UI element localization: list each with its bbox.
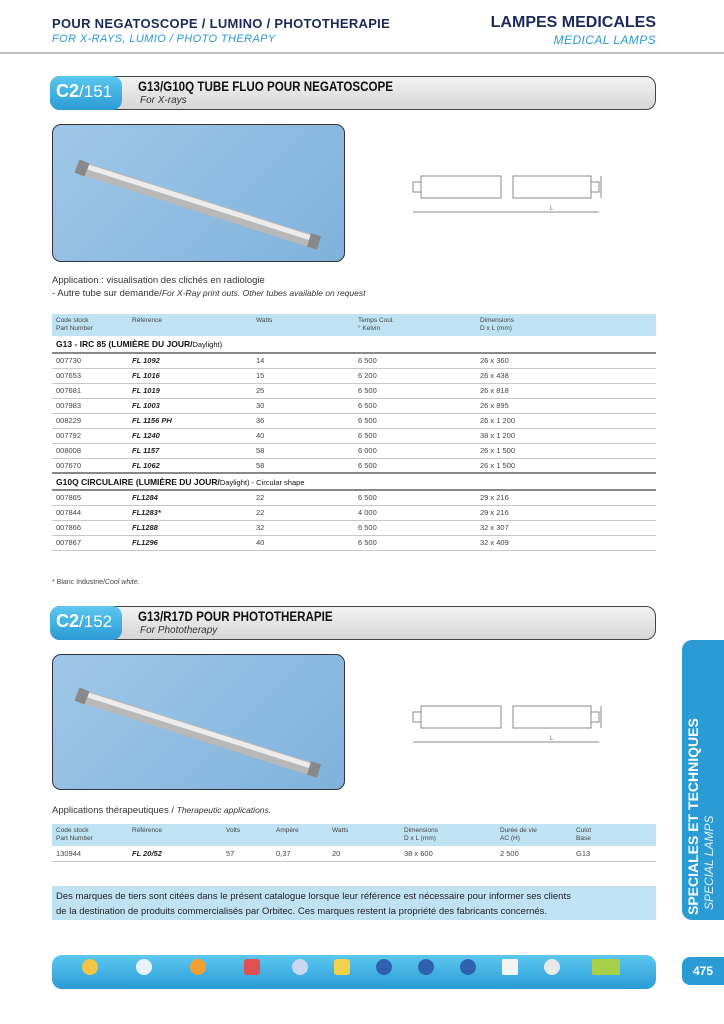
col-temp: Temps Coul. ° Kelvin bbox=[354, 314, 476, 336]
cell-volts: 57 bbox=[222, 846, 272, 861]
col-ref: Référence bbox=[128, 314, 252, 336]
cell-watts: 22 bbox=[252, 505, 354, 520]
side-tab-subtitle: SPECIAL LAMPS bbox=[702, 815, 716, 910]
cell-base: G13 bbox=[572, 846, 656, 861]
side-category-tab bbox=[682, 640, 724, 920]
cell-dim: 26 x 895 bbox=[476, 398, 656, 413]
cell-temp: 6 500 bbox=[354, 398, 476, 413]
icon-10 bbox=[488, 959, 532, 977]
section2-table-header bbox=[52, 824, 656, 846]
section2-application-note: Applications thérapeutiques / Therapeutic applications. bbox=[52, 805, 272, 816]
cell-code: 007792 bbox=[52, 428, 128, 443]
cell-dim: 38 x 600 bbox=[400, 846, 496, 861]
icon-4 bbox=[230, 959, 274, 977]
cell-ref: FL 1019 bbox=[128, 383, 252, 398]
cell-dim: 32 x 307 bbox=[476, 520, 656, 535]
section1-code: C2 bbox=[56, 81, 80, 101]
cell-ref: FL 1016 bbox=[128, 368, 252, 383]
table-row bbox=[52, 413, 656, 428]
icon-6 bbox=[320, 959, 364, 977]
section1-other-tubes-note bbox=[52, 288, 365, 299]
section1-title: G13/G10Q TUBE FLUO POUR NEGATOSCOPE bbox=[138, 79, 394, 94]
cell-temp: 6 500 bbox=[354, 353, 476, 368]
section2-title: G13/R17D POUR PHOTOTHERAPIE bbox=[138, 609, 333, 624]
col-ampere: Ampère bbox=[272, 824, 328, 846]
svg-text:L: L bbox=[550, 206, 554, 212]
cell-code: 130944 bbox=[52, 846, 128, 861]
cell-code: 008229 bbox=[52, 413, 128, 428]
section2-dimension-diagram bbox=[405, 692, 605, 752]
icon-7 bbox=[362, 959, 406, 977]
cell-temp: 6 500 bbox=[354, 458, 476, 473]
icon-9 bbox=[446, 959, 490, 977]
table-row bbox=[52, 398, 656, 413]
cell-watts: 25 bbox=[252, 383, 354, 398]
section2-subtitle: For Phototherapy bbox=[140, 625, 218, 636]
cell-ref: FL 1092 bbox=[128, 353, 252, 368]
col-watts: Watts bbox=[252, 314, 354, 336]
side-tab-title: SPECIALES ET TECHNIQUES bbox=[685, 718, 701, 915]
cell-ref: FL 1003 bbox=[128, 398, 252, 413]
cell-watts: 20 bbox=[328, 846, 400, 861]
cell-watts: 15 bbox=[252, 368, 354, 383]
col-dim: Dimensions D x L (mm) bbox=[400, 824, 496, 846]
table-row bbox=[52, 428, 656, 443]
section2-tube-photo bbox=[52, 654, 345, 790]
section1-application-note: Application : visualisation des clichés en radiologie bbox=[52, 275, 265, 286]
section1-note-fr: - Autre tube sur demande/ bbox=[52, 288, 162, 299]
cell-watts: 58 bbox=[252, 443, 354, 458]
cell-code: 007983 bbox=[52, 398, 128, 413]
section1-badge bbox=[50, 76, 122, 110]
cell-temp: 6 500 bbox=[354, 383, 476, 398]
col-dim: Dimensions D x L (mm) bbox=[476, 314, 656, 336]
cell-dim: 29 x 216 bbox=[476, 490, 656, 505]
icon-8 bbox=[404, 959, 448, 977]
section1-number: /151 bbox=[79, 82, 113, 101]
cell-ref: FL1296 bbox=[128, 535, 252, 550]
table-row bbox=[52, 443, 656, 458]
table-row bbox=[52, 458, 656, 473]
cell-ref: FL 1240 bbox=[128, 428, 252, 443]
cell-watts: 58 bbox=[252, 458, 354, 473]
icon-12 bbox=[582, 959, 630, 977]
cell-dim: 26 x 438 bbox=[476, 368, 656, 383]
cell-temp: 6 200 bbox=[354, 368, 476, 383]
cell-ref: FL 1157 bbox=[128, 443, 252, 458]
col-base: Culot Base bbox=[572, 824, 656, 846]
cell-temp: 6 500 bbox=[354, 490, 476, 505]
cell-temp: 6 500 bbox=[354, 520, 476, 535]
header-left-subtitle: FOR X-RAYS, LUMIO / PHOTO THERAPY bbox=[52, 33, 276, 45]
icon-1 bbox=[68, 959, 112, 977]
section2-number: /152 bbox=[79, 612, 113, 631]
certification-icon-bar bbox=[52, 955, 656, 989]
cell-ref: FL 1156 PH bbox=[128, 413, 252, 428]
col-volts: Volts bbox=[222, 824, 272, 846]
cell-dim: 29 x 216 bbox=[476, 505, 656, 520]
cell-ref: FL 1062 bbox=[128, 458, 252, 473]
group-g13: G13 - IRC 85 (LUMIÈRE DU JOUR/Daylight) bbox=[52, 336, 656, 353]
page-number: 475 bbox=[682, 957, 724, 985]
cell-dim: 26 x 1 200 bbox=[476, 413, 656, 428]
header-right-subtitle: MEDICAL LAMPS bbox=[553, 33, 656, 47]
section1-subtitle: For X-rays bbox=[140, 95, 187, 106]
section1-table-header bbox=[52, 314, 656, 336]
cell-dim: 26 x 818 bbox=[476, 383, 656, 398]
cell-ref: FL1283* bbox=[128, 505, 252, 520]
table-row bbox=[52, 846, 656, 861]
cell-watts: 40 bbox=[252, 428, 354, 443]
section1-tube-photo bbox=[52, 124, 345, 262]
cell-code: 007730 bbox=[52, 353, 128, 368]
section1-dimension-diagram bbox=[405, 160, 605, 220]
cell-ref: FL1284 bbox=[128, 490, 252, 505]
section1-note-en: For X-Ray print outs. Other tubes available on request bbox=[161, 288, 366, 298]
table-row bbox=[52, 505, 656, 520]
page-header bbox=[0, 0, 724, 52]
header-right-title: LAMPES MEDICALES bbox=[490, 14, 656, 31]
section2-table bbox=[52, 824, 656, 862]
cell-dim: 32 x 409 bbox=[476, 535, 656, 550]
legal-line2: de la destination de produits commercialisés par Orbitec. Ces marques restent la propriété des fabricants concernés. bbox=[56, 906, 548, 917]
legal-line1: Des marques de tiers sont citées dans le présent catalogue lorsque leur référence est nécessaire pour informer ses clients bbox=[56, 891, 571, 902]
cell-code: 007865 bbox=[52, 490, 128, 505]
cell-temp: 6 500 bbox=[354, 535, 476, 550]
cell-ref: FL1288 bbox=[128, 520, 252, 535]
group-g10q: G10Q CIRCULAIRE (LUMIÈRE DU JOUR/Daylight) - Circular shape bbox=[52, 473, 656, 490]
table-row bbox=[52, 520, 656, 535]
cell-code: 007844 bbox=[52, 505, 128, 520]
icon-3 bbox=[176, 959, 220, 977]
cell-dim: 26 x 1 500 bbox=[476, 443, 656, 458]
icon-11 bbox=[530, 959, 574, 977]
cell-ref: FL 20/52 bbox=[128, 846, 222, 861]
cell-code: 007681 bbox=[52, 383, 128, 398]
cell-code: 007866 bbox=[52, 520, 128, 535]
cell-ampere: 0,37 bbox=[272, 846, 328, 861]
section1-table bbox=[52, 314, 656, 551]
svg-text:L: L bbox=[550, 736, 554, 742]
col-code: Code stock Part Number bbox=[52, 314, 128, 336]
table-row bbox=[52, 353, 656, 368]
section1-footnote: * Blanc Industrie/Cool white. bbox=[52, 579, 140, 586]
cell-dim: 26 x 1 500 bbox=[476, 458, 656, 473]
cell-watts: 22 bbox=[252, 490, 354, 505]
table-row bbox=[52, 490, 656, 505]
cell-life: 2 500 bbox=[496, 846, 572, 861]
cell-code: 007653 bbox=[52, 368, 128, 383]
cell-dim: 38 x 1 200 bbox=[476, 428, 656, 443]
table-row bbox=[52, 368, 656, 383]
col-watts: Watts bbox=[328, 824, 400, 846]
header-divider bbox=[0, 52, 724, 54]
col-ref: Référence bbox=[128, 824, 222, 846]
col-life: Durée de vie AC (H) bbox=[496, 824, 572, 846]
cell-watts: 30 bbox=[252, 398, 354, 413]
cell-code: 008008 bbox=[52, 443, 128, 458]
icon-2 bbox=[122, 959, 166, 977]
cell-temp: 6 500 bbox=[354, 413, 476, 428]
cell-temp: 4 000 bbox=[354, 505, 476, 520]
table-row bbox=[52, 535, 656, 550]
icon-5 bbox=[278, 959, 322, 977]
table-row bbox=[52, 383, 656, 398]
cell-dim: 26 x 360 bbox=[476, 353, 656, 368]
cell-watts: 40 bbox=[252, 535, 354, 550]
cell-watts: 14 bbox=[252, 353, 354, 368]
cell-temp: 6 500 bbox=[354, 428, 476, 443]
cell-watts: 32 bbox=[252, 520, 354, 535]
section2-code: C2 bbox=[56, 611, 80, 631]
header-left-title: POUR NEGATOSCOPE / LUMINO / PHOTOTHERAPIE bbox=[52, 16, 391, 31]
section2-badge bbox=[50, 606, 122, 640]
cell-code: 007670 bbox=[52, 458, 128, 473]
col-code: Code stock Part Number bbox=[52, 824, 128, 846]
cell-temp: 6 000 bbox=[354, 443, 476, 458]
cell-watts: 36 bbox=[252, 413, 354, 428]
legal-notice bbox=[52, 886, 656, 920]
cell-code: 007867 bbox=[52, 535, 128, 550]
